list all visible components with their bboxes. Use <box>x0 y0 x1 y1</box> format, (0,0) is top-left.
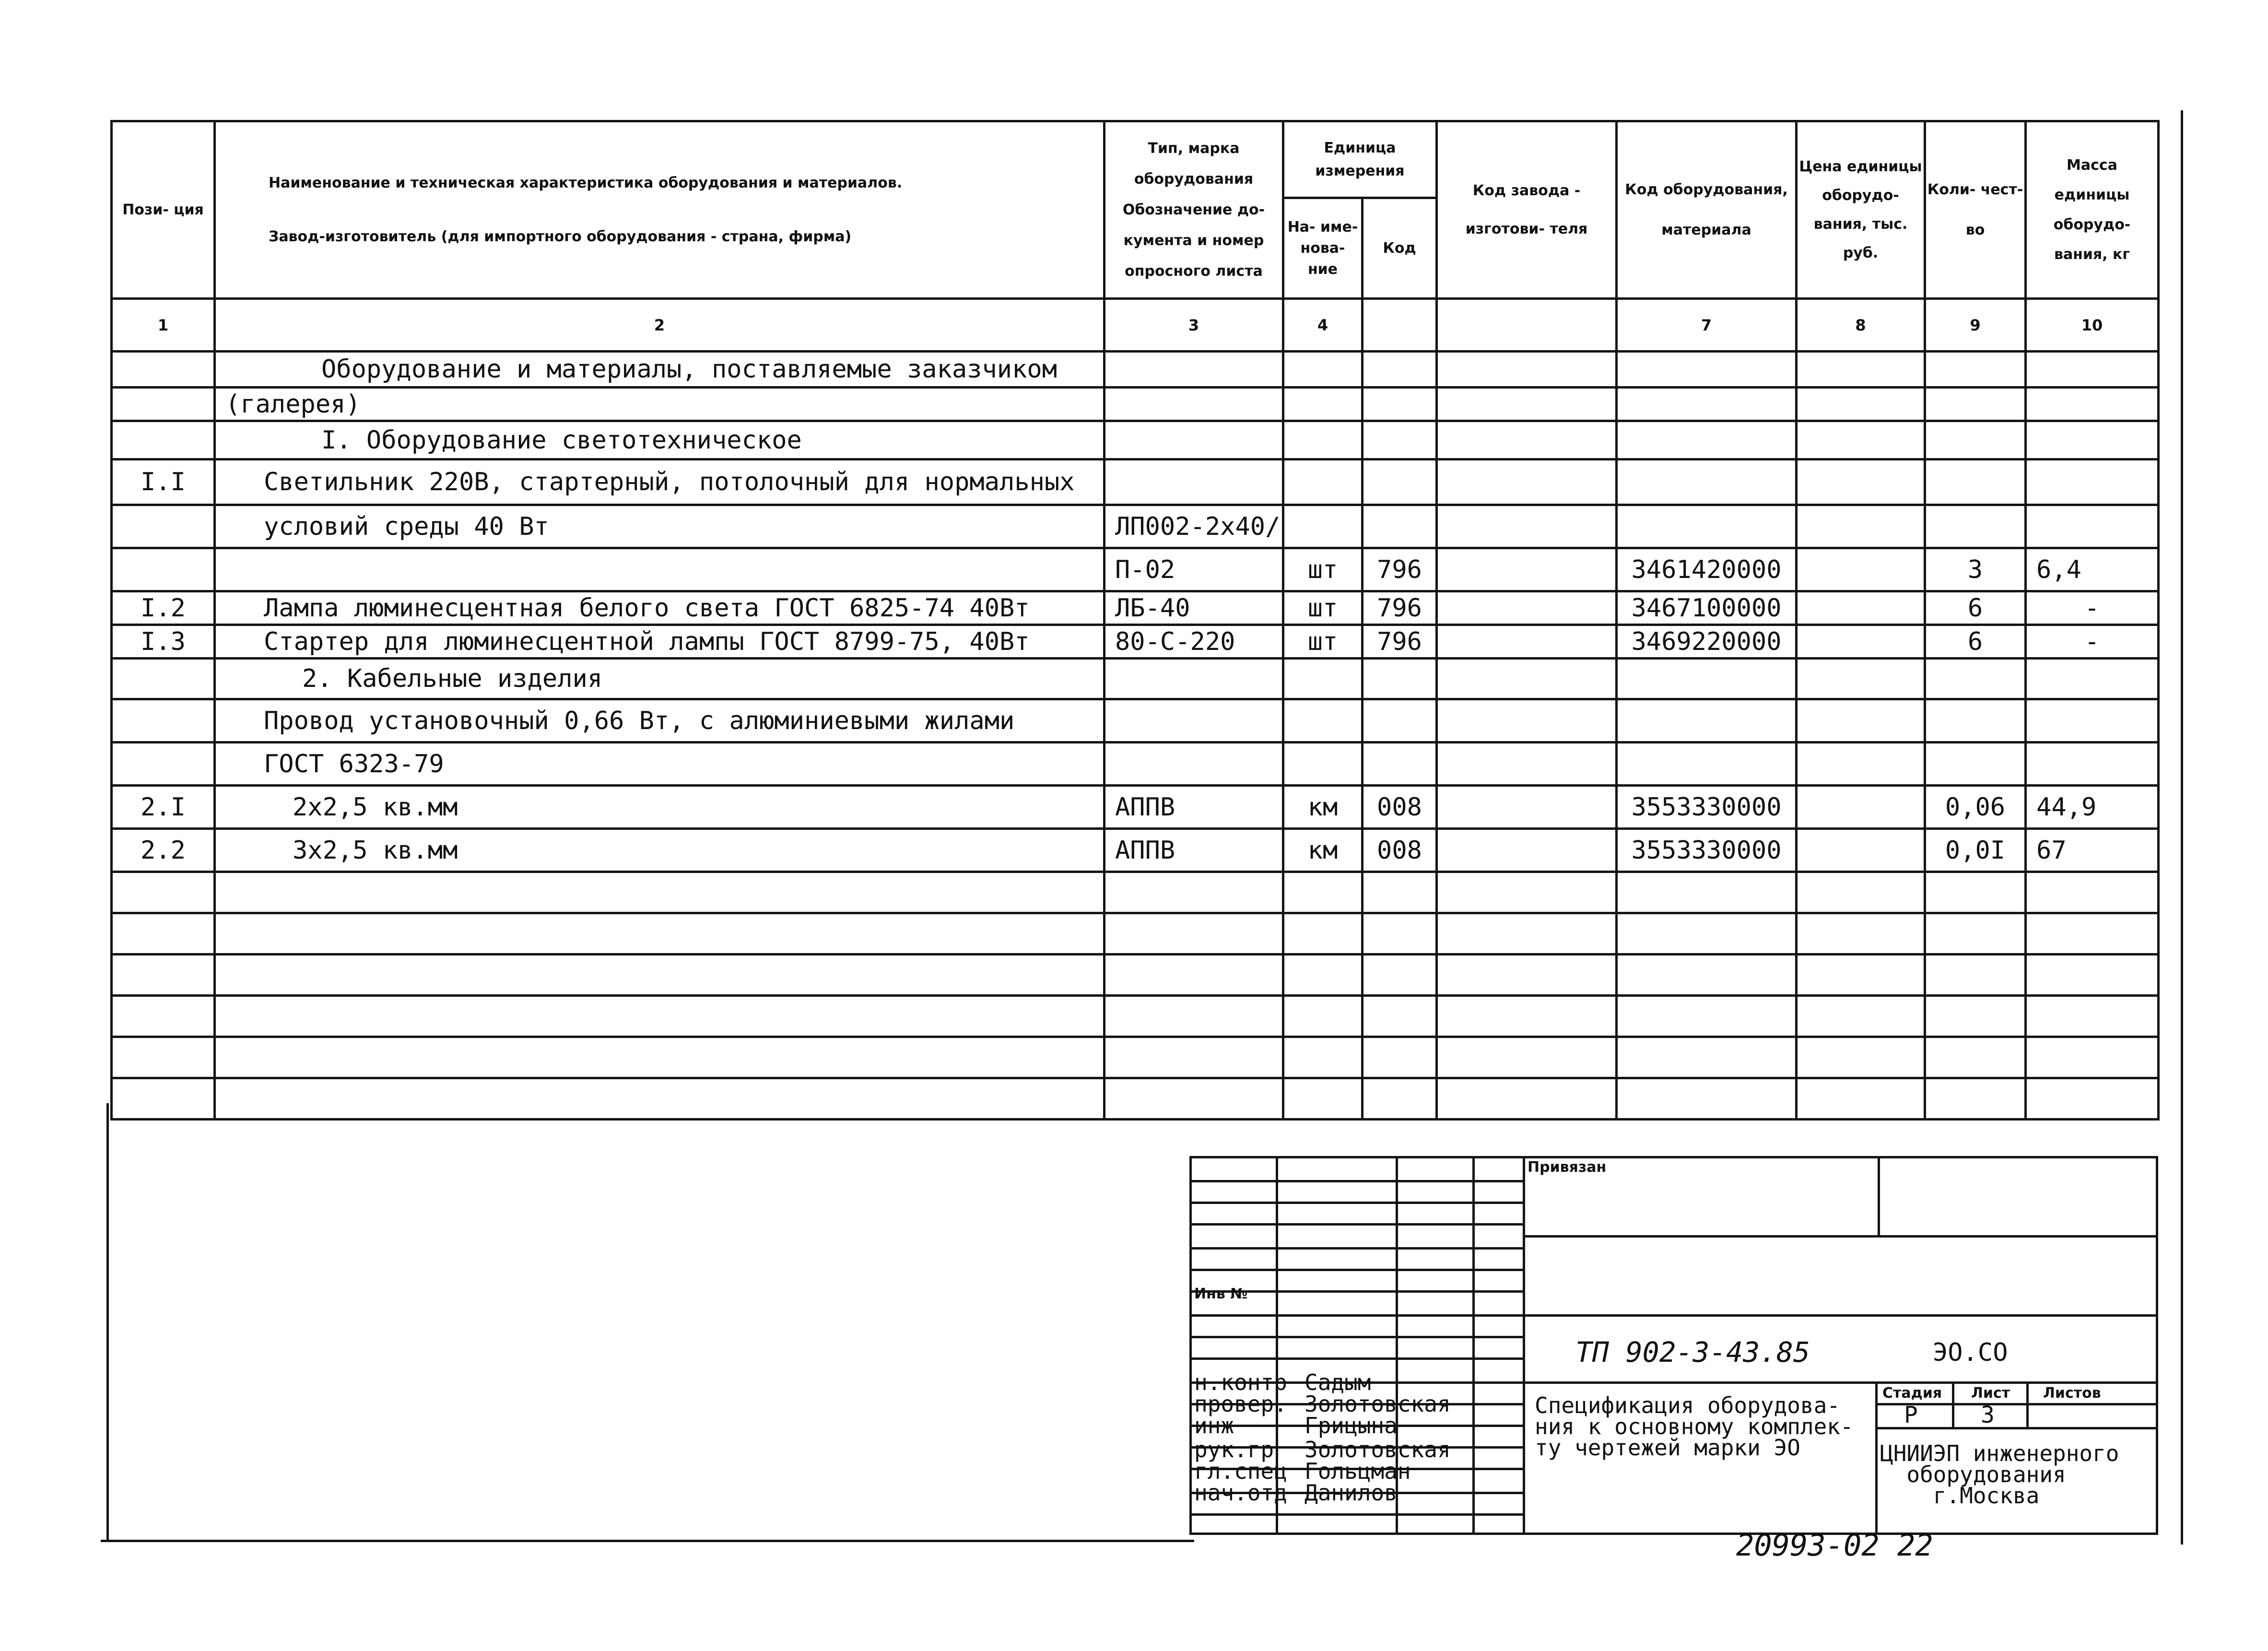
doc-suffix: ЭО.СО <box>1933 1338 2008 1367</box>
cell-ucode: 796 <box>1363 625 1437 659</box>
cell-plant <box>1437 460 1617 505</box>
cell-type <box>1105 421 1283 460</box>
cell-price <box>1797 786 1925 829</box>
cell-unit: шт <box>1283 548 1363 591</box>
cell-name: Светильник 220В, стартерный, потолочный для нормальных <box>215 460 1105 505</box>
cell-mass <box>2026 421 2159 460</box>
cell-price <box>1797 625 1925 659</box>
cell-code: 3553330000 <box>1617 829 1797 872</box>
empty-cell <box>1105 913 1283 955</box>
cell-ucode <box>1363 421 1437 460</box>
empty-cell <box>215 913 1105 955</box>
cell-type: АППВ <box>1105 829 1283 872</box>
col-number <box>1437 299 1617 352</box>
cell-qty: 6 <box>1925 625 2026 659</box>
cell-price <box>1797 460 1925 505</box>
cell-pos <box>112 699 215 743</box>
col-number: 8 <box>1797 299 1925 352</box>
cell-type <box>1105 388 1283 421</box>
cell-qty <box>1925 460 2026 505</box>
cell-name: 3х2,5 кв.мм <box>215 829 1105 872</box>
col-number: 10 <box>2026 299 2159 352</box>
cell-qty <box>1925 743 2026 786</box>
cell-qty: 6 <box>1925 591 2026 625</box>
empty-row <box>112 872 2159 913</box>
cell-unit <box>1283 659 1363 699</box>
col-number: 9 <box>1925 299 2026 352</box>
empty-cell <box>1797 872 1925 913</box>
cell-pos <box>112 548 215 591</box>
header-type: Тип, марка оборудования Обозначение до- кумента и номер опросного листа <box>1105 121 1283 299</box>
empty-cell <box>1283 872 1363 913</box>
empty-cell <box>1363 955 1437 996</box>
cell-name: Провод установочный 0,66 Вт, с алюминиевыми жилами <box>215 699 1105 743</box>
header-plant-code: Код завода - изготови- теля <box>1437 121 1617 299</box>
col-number: 7 <box>1617 299 1797 352</box>
empty-cell <box>112 955 215 996</box>
cell-type <box>1105 352 1283 388</box>
bound-label: Привязан <box>1528 1159 1607 1176</box>
cell-type: АППВ <box>1105 786 1283 829</box>
table-row <box>112 743 2159 786</box>
cell-ucode <box>1363 659 1437 699</box>
bottom-code: 20993-02 22 <box>1736 1528 1933 1563</box>
cell-code: 3553330000 <box>1617 786 1797 829</box>
table-row <box>112 421 2159 460</box>
right-border-tick <box>2181 110 2183 1545</box>
empty-cell <box>1925 1078 2026 1120</box>
col-number: 4 <box>1283 299 1363 352</box>
cell-mass <box>2026 505 2159 548</box>
cell-unit <box>1283 505 1363 548</box>
cell-ucode <box>1363 460 1437 505</box>
empty-cell <box>1105 1078 1283 1120</box>
cell-qty <box>1925 388 2026 421</box>
bottom-left-border <box>101 1540 1194 1542</box>
empty-cell <box>1617 1078 1797 1120</box>
empty-cell <box>215 996 1105 1037</box>
cell-ucode: 008 <box>1363 786 1437 829</box>
empty-cell <box>1105 872 1283 913</box>
empty-cell <box>1437 996 1617 1037</box>
cell-qty <box>1925 421 2026 460</box>
cell-mass <box>2026 659 2159 699</box>
cell-code <box>1617 699 1797 743</box>
cell-unit: шт <box>1283 591 1363 625</box>
table-row <box>112 659 2159 699</box>
cell-ucode <box>1363 505 1437 548</box>
cell-unit <box>1283 388 1363 421</box>
signer-role: рук.гр <box>1194 1437 1274 1462</box>
cell-qty: 0,06 <box>1925 786 2026 829</box>
table-row <box>112 591 2159 625</box>
empty-row <box>112 913 2159 955</box>
cell-unit: шт <box>1283 625 1363 659</box>
cell-ucode <box>1363 743 1437 786</box>
header-mass: Масса единицы оборудо- вания, кг <box>2026 121 2159 299</box>
cell-price <box>1797 743 1925 786</box>
cell-price <box>1797 352 1925 388</box>
cell-price <box>1797 388 1925 421</box>
header-equipment-code: Код оборудования, материала <box>1617 121 1797 299</box>
empty-cell <box>1437 1078 1617 1120</box>
empty-cell <box>1105 955 1283 996</box>
empty-cell <box>1437 1037 1617 1078</box>
cell-plant <box>1437 352 1617 388</box>
cell-unit <box>1283 421 1363 460</box>
cell-type: 80-С-220 <box>1105 625 1283 659</box>
empty-cell <box>1363 996 1437 1037</box>
empty-cell <box>112 872 215 913</box>
cell-ucode <box>1363 352 1437 388</box>
cell-plant <box>1437 388 1617 421</box>
signer-role: провер. <box>1194 1391 1287 1417</box>
cell-code <box>1617 352 1797 388</box>
cell-qty: 0,0I <box>1925 829 2026 872</box>
cell-pos: I.I <box>112 460 215 505</box>
cell-pos <box>112 388 215 421</box>
empty-cell <box>112 996 215 1037</box>
empty-cell <box>1617 955 1797 996</box>
cell-qty <box>1925 659 2026 699</box>
empty-cell <box>1105 996 1283 1037</box>
header-name-line2: Завод-изготовитель (для импортного оборудования - страна, фирма) <box>269 228 852 245</box>
cell-plant <box>1437 829 1617 872</box>
cell-ucode <box>1363 388 1437 421</box>
cell-name: Лампа люминесцентная белого света ГОСТ 6825-74 40Вт <box>215 591 1105 625</box>
cell-ucode <box>1363 699 1437 743</box>
signer-row <box>1194 1413 1398 1439</box>
empty-cell <box>112 913 215 955</box>
cell-type: П-02 <box>1105 548 1283 591</box>
cell-qty <box>1925 699 2026 743</box>
cell-unit: км <box>1283 786 1363 829</box>
sheet-label: Лист <box>1971 1385 2010 1402</box>
cell-type <box>1105 699 1283 743</box>
empty-cell <box>1797 996 1925 1037</box>
header-unit-price: Цена единицы оборудо- вания, тыс. руб. <box>1797 121 1925 299</box>
empty-cell <box>1617 913 1797 955</box>
cell-mass <box>2026 460 2159 505</box>
header-quantity: Коли- чест- во <box>1925 121 2026 299</box>
cell-name: условий среды 40 Вт <box>215 505 1105 548</box>
table-row <box>112 505 2159 548</box>
cell-ucode: 796 <box>1363 591 1437 625</box>
empty-cell <box>1617 872 1797 913</box>
cell-mass <box>2026 352 2159 388</box>
empty-cell <box>1617 1037 1797 1078</box>
empty-cell <box>1925 872 2026 913</box>
cell-plant <box>1437 591 1617 625</box>
left-border <box>106 1103 109 1540</box>
cell-unit <box>1283 743 1363 786</box>
header-name-line1: Наименование и техническая характеристика оборудования и материалов. <box>269 174 903 191</box>
signer-name: Золотовская <box>1304 1391 1451 1417</box>
cell-name: 2. Кабельные изделия <box>215 659 1105 699</box>
cell-pos: 2.2 <box>112 829 215 872</box>
cell-price <box>1797 699 1925 743</box>
cell-price <box>1797 591 1925 625</box>
header-unit-name: На- име- нова- ние <box>1283 198 1363 299</box>
signer-row <box>1194 1480 1398 1506</box>
table-row <box>112 829 2159 872</box>
title-block <box>1189 1156 2158 1535</box>
cell-code <box>1617 659 1797 699</box>
cell-code: 3469220000 <box>1617 625 1797 659</box>
cell-name: (галерея) <box>215 388 1105 421</box>
empty-cell <box>215 872 1105 913</box>
empty-cell <box>1283 996 1363 1037</box>
table-row <box>112 388 2159 421</box>
empty-cell <box>1797 1078 1925 1120</box>
empty-cell <box>1797 913 1925 955</box>
empty-cell <box>1797 955 1925 996</box>
cell-unit: км <box>1283 829 1363 872</box>
cell-plant <box>1437 786 1617 829</box>
cell-mass <box>2026 699 2159 743</box>
table-row <box>112 625 2159 659</box>
empty-row <box>112 996 2159 1037</box>
signer-name: Золотовская <box>1304 1437 1451 1462</box>
empty-row <box>112 1037 2159 1078</box>
signer-name: Садым <box>1304 1369 1371 1395</box>
organization: ЦНИИЭП инженерного оборудования г.Москва <box>1880 1440 2119 1509</box>
cell-name: Стартер для люминесцентной лампы ГОСТ 8799-75, 40Вт <box>215 625 1105 659</box>
cell-plant <box>1437 625 1617 659</box>
header-position: Пози- ция <box>112 121 215 299</box>
inv-label: Инв № <box>1194 1285 1248 1302</box>
cell-price <box>1797 421 1925 460</box>
header-unit-code: Код <box>1363 198 1437 299</box>
cell-code <box>1617 505 1797 548</box>
signer-role: нач.отд <box>1194 1480 1287 1506</box>
signer-name: Данилов <box>1304 1480 1398 1506</box>
empty-cell <box>1617 996 1797 1037</box>
specification-table <box>110 120 2160 1120</box>
empty-cell <box>1363 872 1437 913</box>
cell-plant <box>1437 421 1617 460</box>
cell-code <box>1617 743 1797 786</box>
signer-name: Гольцман <box>1304 1458 1411 1484</box>
signer-name: Грицына <box>1304 1413 1398 1439</box>
cell-pos <box>112 352 215 388</box>
cell-name: Оборудование и материалы, поставляемые заказчиком <box>215 352 1105 388</box>
empty-cell <box>2026 1037 2159 1078</box>
cell-name <box>215 548 1105 591</box>
cell-code: 3467100000 <box>1617 591 1797 625</box>
signer-role: н.контр <box>1194 1369 1287 1395</box>
cell-price <box>1797 829 1925 872</box>
cell-plant <box>1437 659 1617 699</box>
cell-pos: I.2 <box>112 591 215 625</box>
cell-pos: 2.I <box>112 786 215 829</box>
cell-name: I. Оборудование светотехническое <box>215 421 1105 460</box>
table-row <box>112 548 2159 591</box>
cell-price <box>1797 505 1925 548</box>
cell-mass: 6,4 <box>2026 548 2159 591</box>
empty-cell <box>112 1037 215 1078</box>
empty-cell <box>1283 1078 1363 1120</box>
cell-type <box>1105 460 1283 505</box>
column-numbers-row <box>112 299 2159 352</box>
cell-plant <box>1437 743 1617 786</box>
header-unit-group: Единица измерения <box>1283 121 1437 198</box>
empty-cell <box>2026 955 2159 996</box>
cell-plant <box>1437 699 1617 743</box>
sheets-label: Листов <box>2043 1385 2101 1402</box>
empty-cell <box>1925 955 2026 996</box>
empty-cell <box>1363 1037 1437 1078</box>
col-number: 3 <box>1105 299 1283 352</box>
cell-type <box>1105 659 1283 699</box>
cell-plant <box>1437 505 1617 548</box>
empty-cell <box>1283 1037 1363 1078</box>
empty-cell <box>1363 913 1437 955</box>
empty-cell <box>215 1037 1105 1078</box>
cell-pos: I.3 <box>112 625 215 659</box>
empty-cell <box>1925 913 2026 955</box>
cell-pos <box>112 505 215 548</box>
cell-unit <box>1283 352 1363 388</box>
empty-cell <box>1283 955 1363 996</box>
empty-cell <box>1925 1037 2026 1078</box>
cell-ucode: 008 <box>1363 829 1437 872</box>
cell-type: ЛП002-2х40/ <box>1105 505 1283 548</box>
cell-mass: - <box>2026 591 2159 625</box>
cell-qty <box>1925 352 2026 388</box>
cell-code <box>1617 388 1797 421</box>
table-row <box>112 352 2159 388</box>
doc-title: Спецификация оборудова- ния к основному комплек- ту чертежей марки ЭО <box>1535 1392 1854 1461</box>
empty-cell <box>1437 955 1617 996</box>
col-number <box>1363 299 1437 352</box>
cell-pos <box>112 421 215 460</box>
table-row <box>112 699 2159 743</box>
cell-code <box>1617 421 1797 460</box>
cell-mass <box>2026 743 2159 786</box>
empty-cell <box>1797 1037 1925 1078</box>
cell-unit <box>1283 699 1363 743</box>
cell-price <box>1797 548 1925 591</box>
cell-type: ЛБ-40 <box>1105 591 1283 625</box>
doc-code: ТП 902-3-43.85 <box>1575 1336 1810 1368</box>
signer-role: инж <box>1194 1413 1234 1439</box>
empty-cell <box>1283 913 1363 955</box>
cell-type <box>1105 743 1283 786</box>
empty-cell <box>2026 913 2159 955</box>
cell-pos <box>112 659 215 699</box>
cell-price <box>1797 659 1925 699</box>
cell-unit <box>1283 460 1363 505</box>
col-number: 1 <box>112 299 215 352</box>
sheet-value: 3 <box>1981 1402 1995 1428</box>
empty-cell <box>2026 1078 2159 1120</box>
empty-cell <box>1363 1078 1437 1120</box>
col-number: 2 <box>215 299 1105 352</box>
cell-pos <box>112 743 215 786</box>
empty-cell <box>2026 872 2159 913</box>
empty-cell <box>112 1078 215 1120</box>
empty-cell <box>1925 996 2026 1037</box>
empty-cell <box>215 1078 1105 1120</box>
cell-qty <box>1925 505 2026 548</box>
cell-name: ГОСТ 6323-79 <box>215 743 1105 786</box>
cell-mass <box>2026 388 2159 421</box>
cell-code: 3461420000 <box>1617 548 1797 591</box>
cell-code <box>1617 460 1797 505</box>
empty-cell <box>215 955 1105 996</box>
signer-role: гл.спец <box>1194 1458 1287 1484</box>
empty-cell <box>1105 1037 1283 1078</box>
empty-row <box>112 955 2159 996</box>
header-name <box>215 121 1105 299</box>
empty-cell <box>1437 872 1617 913</box>
empty-cell <box>2026 996 2159 1037</box>
table-row <box>112 460 2159 505</box>
empty-cell <box>1437 913 1617 955</box>
cell-mass: 44,9 <box>2026 786 2159 829</box>
table-row <box>112 786 2159 829</box>
stage-label: Стадия <box>1882 1385 1942 1402</box>
cell-mass: - <box>2026 625 2159 659</box>
stage-value: Р <box>1904 1402 1918 1428</box>
cell-qty: 3 <box>1925 548 2026 591</box>
cell-plant <box>1437 548 1617 591</box>
cell-name: 2х2,5 кв.мм <box>215 786 1105 829</box>
empty-row <box>112 1078 2159 1120</box>
cell-ucode: 796 <box>1363 548 1437 591</box>
cell-mass: 67 <box>2026 829 2159 872</box>
